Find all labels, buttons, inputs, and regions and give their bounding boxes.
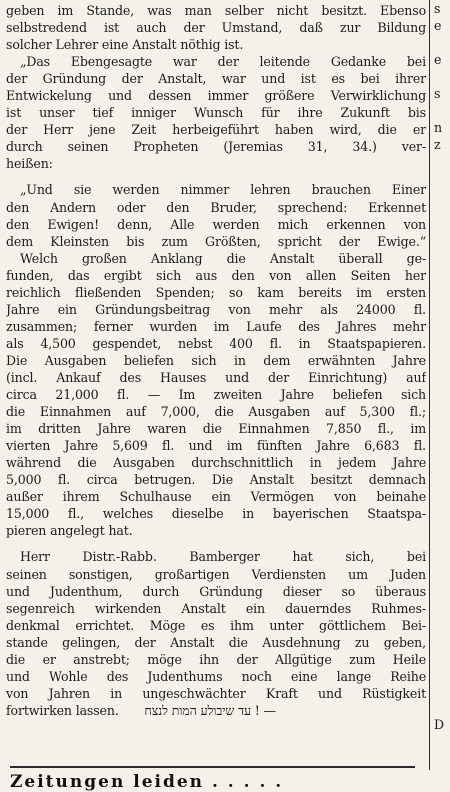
text-line: (incl. Ankauf des Hauses und der Einrichtung) auf — [6, 369, 426, 385]
text-line: die Einnahmen auf 7,000, die Ausgaben auf 5,300 fl.; — [6, 404, 426, 420]
edge-fragment — [434, 648, 448, 665]
paragraph-2 — [6, 53, 426, 172]
edge-fragment — [434, 239, 448, 256]
text-line: geben im Stande, was man selber nicht besitzt. Ebenso — [6, 3, 426, 18]
edge-fragment — [434, 68, 448, 85]
text-line: als 4,500 gespendet, nebst 400 fl. in Staatspapieren. — [6, 335, 426, 351]
text-line: seinen sonstigen, großartigen Verdiensten um Juden — [6, 566, 426, 582]
text-line: von Jahren in ungeschwächter Kraft und Rüstigkeit — [6, 685, 426, 701]
text-line: pieren angelegt hat. — [6, 523, 133, 539]
edge-fragment — [434, 494, 448, 511]
text-line: vierten Jahre 5,609 fl. und im fünften Jahre 6,683 fl. — [6, 438, 426, 454]
edge-fragment — [434, 563, 448, 580]
text-line: segenreich wirkenden Anstalt ein dauerndes Ruhmes- — [6, 600, 426, 616]
edge-fragment: D — [434, 716, 445, 732]
edge-fragment — [434, 665, 448, 682]
text-line: Welch großen Anklang die Anstalt überall ge- — [20, 250, 426, 266]
edge-fragment — [434, 409, 448, 426]
edge-fragment: s — [434, 1, 441, 16]
text-line: Entwickelung und dessen immer größere Verwirklichung — [6, 88, 426, 104]
edge-fragment — [434, 290, 448, 307]
edge-fragment — [434, 528, 448, 545]
edge-fragment — [434, 170, 448, 187]
edge-fragment — [434, 256, 448, 273]
text-line: durch seinen Propheten (Jeremias 31, 34.) ver- — [6, 139, 426, 155]
hebrew-blessing: עד שיבולע המות לנצח — [144, 702, 251, 718]
edge-fragment: z — [434, 137, 441, 153]
edge-fragment — [434, 511, 448, 528]
edge-fragment — [434, 699, 448, 716]
edge-fragment — [434, 188, 448, 205]
edge-fragment — [434, 153, 448, 170]
text-line: selbstredend ist auch der Umstand, daß zur Bildung — [6, 20, 426, 36]
edge-fragment — [434, 426, 448, 443]
text-line: den Andern oder den Bruder, sprechend: Erkennet — [6, 199, 426, 215]
edge-fragment — [434, 341, 448, 358]
text-line: außer ihrem Schulhause ein Vermögen von beinahe — [6, 489, 426, 505]
column-rule — [429, 0, 430, 770]
text-line: während die Ausgaben durchschnittlich in jedem Jahre — [6, 455, 426, 471]
edge-fragment — [434, 34, 448, 51]
text-line: ist unser tief inniger Wunsch für ihre Zukunft bis — [6, 105, 426, 121]
text-line: solcher Lehrer eine Anstalt nöthig ist. — [6, 37, 244, 53]
paragraph-1 — [6, 2, 426, 53]
paragraph-gap — [6, 539, 426, 548]
text-line: im dritten Jahre waren die Einnahmen 7,850 fl., im — [6, 421, 426, 437]
edge-fragment — [434, 392, 448, 409]
text-line: die er anstrebt; möge ihn der Allgütige zum Heile — [6, 651, 426, 667]
text-line: der Gründung der Anstalt, war und ist es bei ihrer — [6, 71, 426, 87]
edge-fragment — [434, 273, 448, 290]
text-line: „Und sie werden nimmer lehren brauchen Einer — [20, 182, 426, 198]
quotation — [6, 181, 426, 249]
text-line: Herr Distr.-Rabb. Bamberger hat sich, bei — [20, 549, 426, 565]
edge-fragment — [434, 631, 448, 648]
edge-fragment — [434, 682, 448, 699]
text-line: stande gelingen, der Anstalt die Ausdehnung zu geben, — [6, 634, 426, 650]
edge-fragment — [434, 614, 448, 631]
text-line: fortwirken lassen. — [6, 702, 119, 718]
edge-fragment — [434, 733, 448, 750]
next-article-heading: Zeitungen leiden . . . . . — [10, 772, 284, 792]
edge-fragment: n — [434, 120, 443, 136]
section-divider — [10, 766, 415, 768]
closing-line — [6, 702, 426, 719]
edge-fragment — [434, 460, 448, 477]
edge-fragment: e — [434, 18, 442, 34]
edge-fragment — [434, 222, 448, 239]
edge-fragment — [434, 102, 448, 119]
edge-fragment — [434, 546, 448, 563]
paragraph-4 — [6, 250, 426, 540]
text-line: Jahre ein Gründungsbeitrag von mehr als 24000 fl. — [6, 301, 426, 317]
edge-fragment — [434, 580, 448, 597]
paragraph-gap — [6, 172, 426, 181]
text-line: „Das Ebengesagte war der leitende Gedanke bei — [20, 54, 426, 70]
text-line: denkmal errichtet. Möge es ihm unter göttlichem Bei- — [6, 617, 426, 633]
text-line: und Wohle des Judenthums noch eine lange Reihe — [6, 668, 426, 684]
article-column — [6, 2, 426, 719]
text-line: zusammen; ferner wurden im Laufe des Jahres mehr — [6, 318, 426, 334]
text-line: heißen: — [6, 156, 53, 172]
text-line: circa 21,000 fl. — Im zweiten Jahre beliefen sich — [6, 387, 426, 403]
edge-fragment — [434, 375, 448, 392]
text-line: dem Kleinsten bis zum Größten, spricht der Ewige.“ — [6, 233, 426, 249]
text-line: der Herr jene Zeit herbeigeführt haben wird, die er — [6, 122, 426, 138]
edge-fragment — [434, 324, 448, 341]
edge-fragment: s — [434, 86, 441, 102]
edge-fragment: e — [434, 52, 442, 68]
edge-fragment — [434, 205, 448, 222]
edge-fragment — [434, 597, 448, 614]
text-line: Die Ausgaben beliefen sich in dem erwähnten Jahre — [6, 352, 426, 368]
paragraph-5 — [6, 548, 426, 718]
text-line: 15,000 fl., welches dieselbe in bayerischen Staatspa- — [6, 506, 426, 522]
adjacent-column-edge — [434, 0, 448, 750]
text-line: und Judenthum, durch Gründung dieser so überaus — [6, 583, 426, 599]
text-line: funden, das ergibt sich aus den von allen Seiten her — [6, 267, 426, 283]
text-line: reichlich fließenden Spenden; so kam bereits im ersten — [6, 284, 426, 300]
text-line: 5,000 fl. circa betrugen. Die Anstalt besitzt demnach — [6, 472, 426, 488]
edge-fragment — [434, 477, 448, 494]
edge-fragment — [434, 443, 448, 460]
closing-tail: ! — — [254, 702, 277, 718]
edge-fragment — [434, 307, 448, 324]
text-line: den Ewigen! denn, Alle werden mich erkennen von — [6, 216, 426, 232]
edge-fragment — [434, 358, 448, 375]
